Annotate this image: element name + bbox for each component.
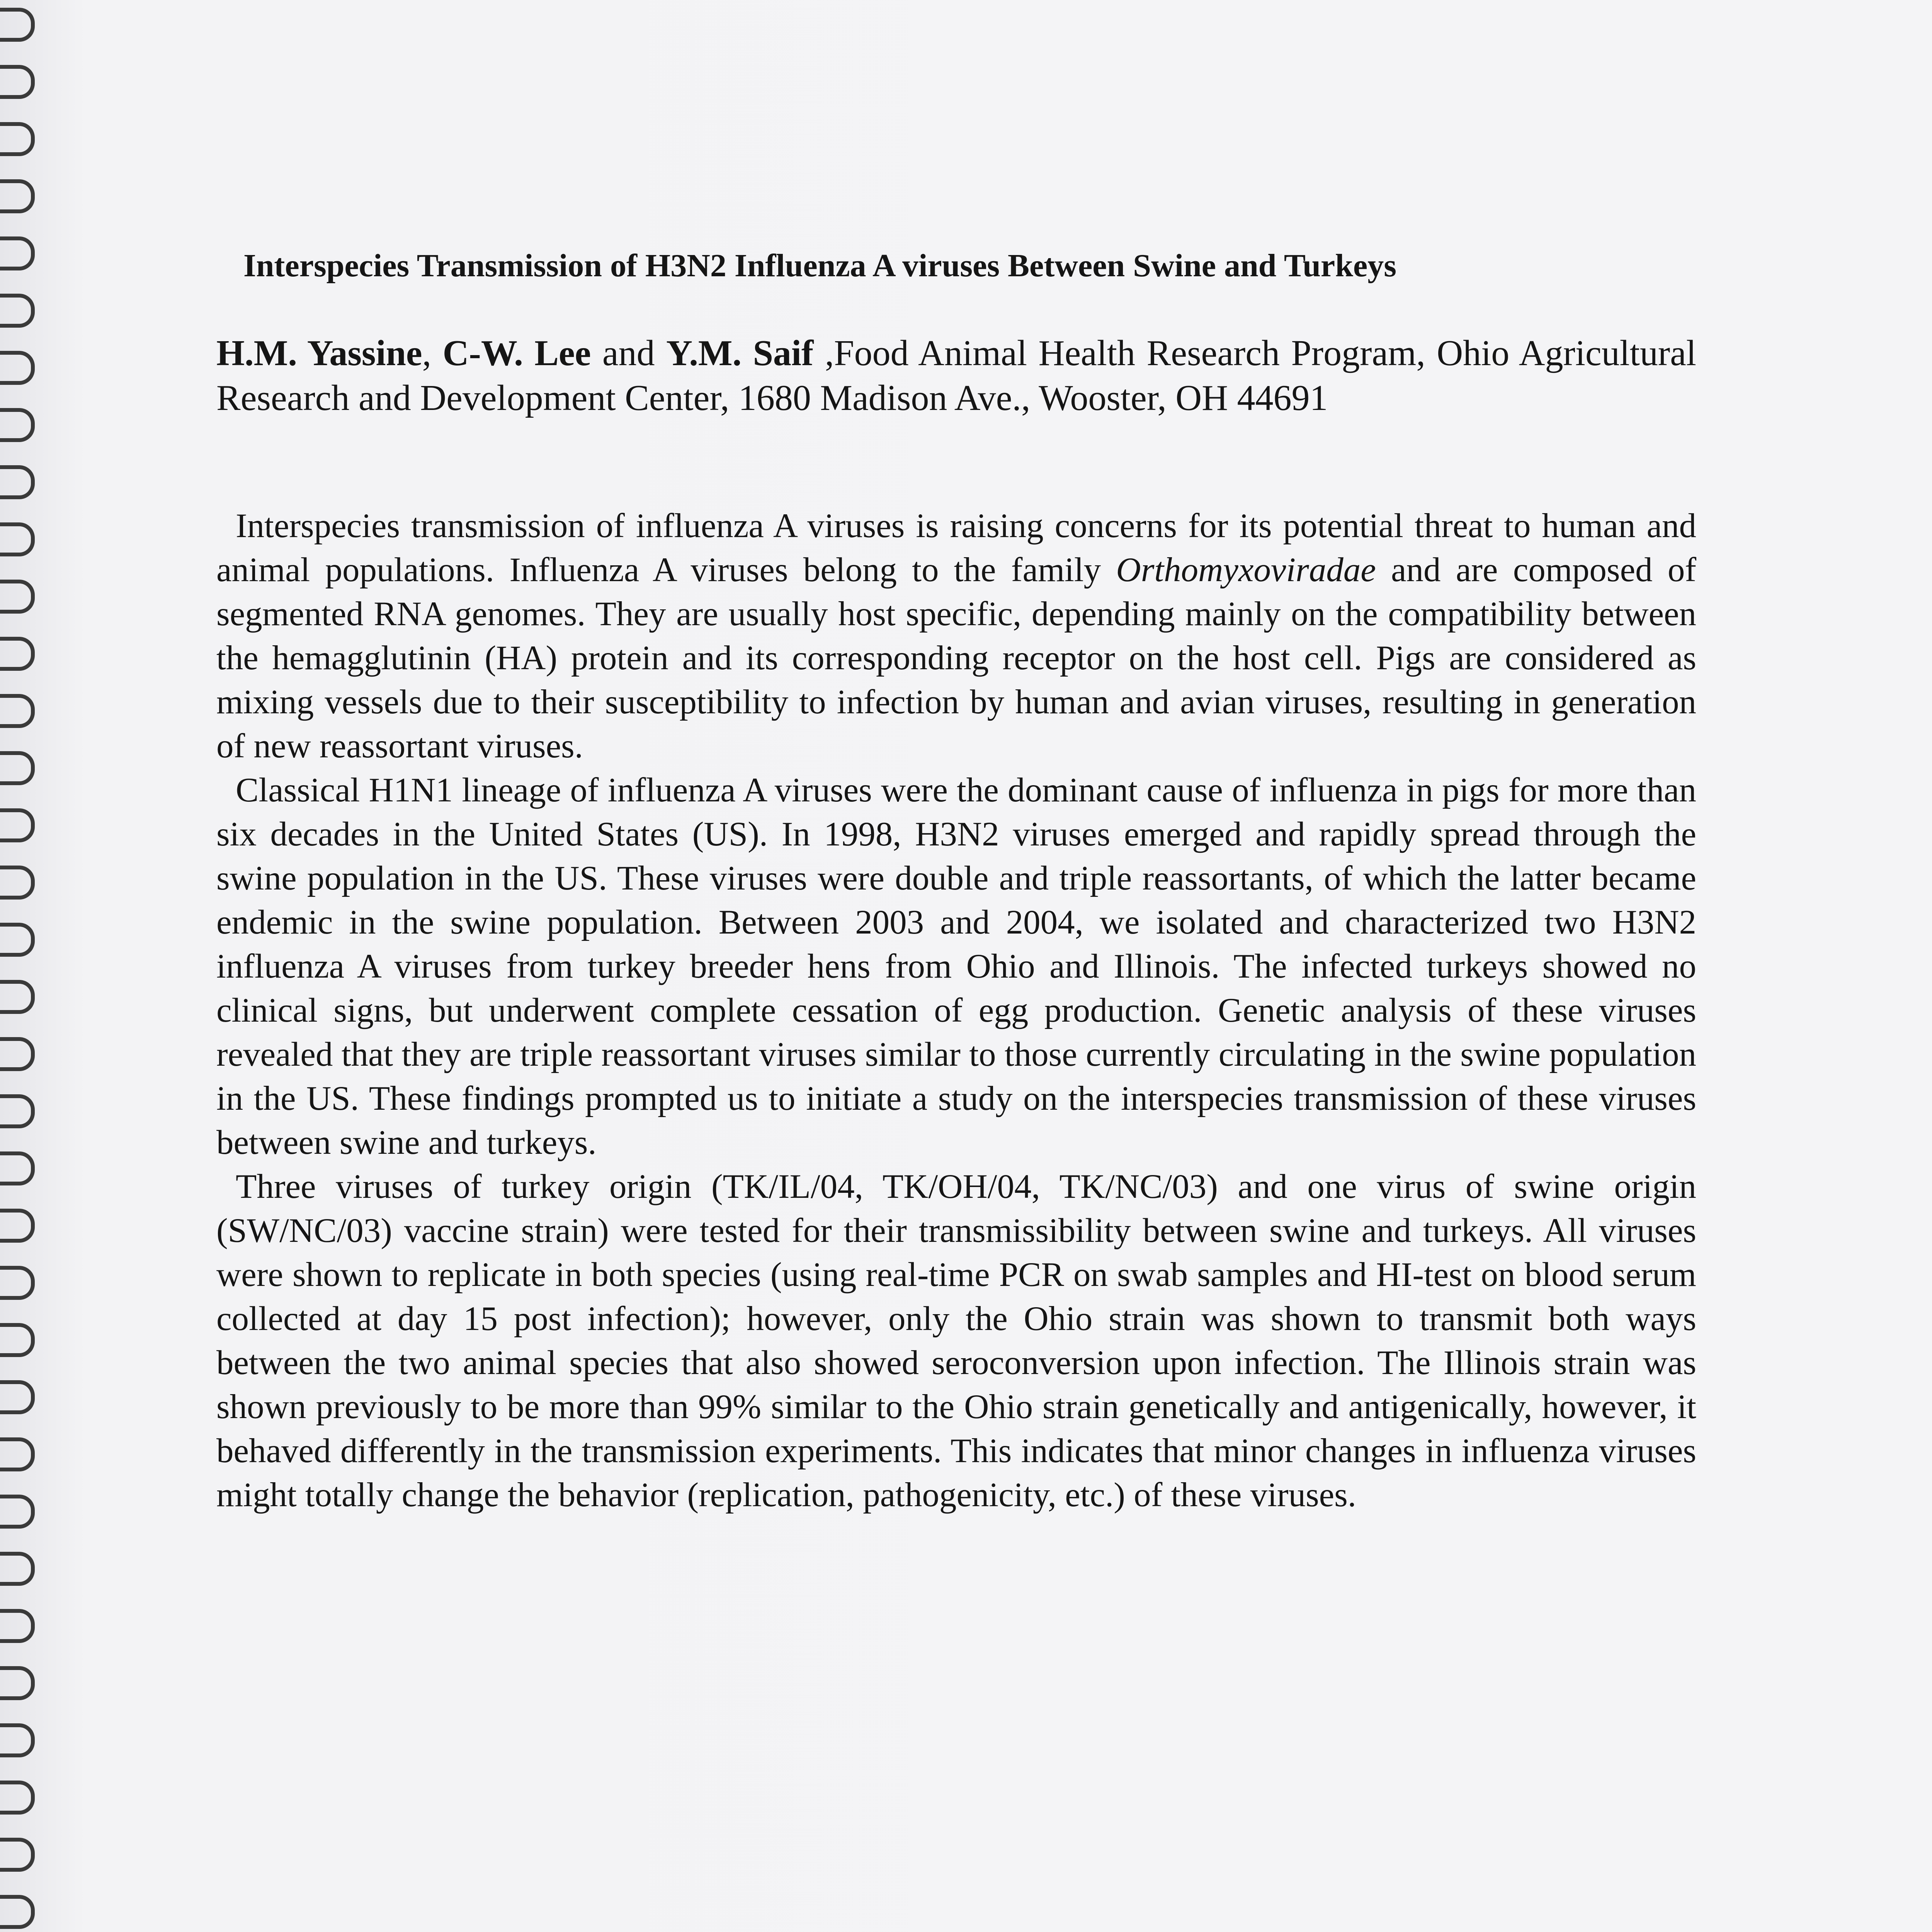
binding-ring [0,1666,35,1700]
paragraph-2: Classical H1N1 lineage of influenza A viruses were the dominant cause of influenza in pigs for more than six decades in the United States (US). In 1998, H3N2 viruses emerged and rapidly spread through the swine population in the US. These viruses were double and triple reassortants, of which the latter became endemic in the swine population. Between 2003 and 2004, we isolated and characterized two H3N2 influenza A viruses from turkey breeder hens from Ohio and Illinois. The infected turkeys showed no clinical signs, but underwent complete cessation of egg production. Genetic analysis of these viruses revealed that they are triple reassortant viruses similar to those currently circulating in the swine population in the US. These findings prompted us to initiate a study on the interspecies transmission of these viruses between swine and turkeys. [216,771,1696,1162]
paragraph-1 [216,504,1696,768]
binding-ring [0,808,35,842]
binding-ring [0,1723,35,1757]
binding-ring [0,1380,35,1414]
paper-title: Interspecies Transmission of H3N2 Influenza A viruses Between Swine and Turkeys [243,248,1396,284]
abstract-body [216,504,1696,1517]
binding-ring [0,408,35,442]
binding-ring [0,980,35,1014]
binding-ring [0,65,35,99]
paragraph-text: Interspecies transmission of influenza A viruses is raising concerns for its potential threat to human and animal populations. Influenza A viruses belong to the family [216,507,1696,589]
binding-ring [0,8,35,42]
binding-ring [0,1151,35,1185]
binding-ring [0,1037,35,1071]
binding-ring [0,1266,35,1300]
author-name: Y.M. Saif [666,333,814,373]
author-separator: , [422,333,443,373]
author-block [216,331,1696,420]
binding-ring [0,351,35,385]
binding-ring [0,1609,35,1643]
author-name: H.M. Yassine [216,333,422,373]
binding-ring [0,522,35,556]
spiral-binding [0,0,58,1932]
affiliation: ,Food Animal Health Research Program, Ohio Agricultural Research and Development Center, 1680 Madison Ave., Wooster, OH 44691 [216,333,1696,418]
binding-ring [0,1552,35,1586]
binding-ring [0,1895,35,1929]
binding-ring [0,1781,35,1815]
binding-ring [0,637,35,671]
binding-ring [0,1437,35,1471]
paragraph-3: Three viruses of turkey origin (TK/IL/04, TK/OH/04, TK/NC/03) and one virus of swine origin (SW/NC/03) vaccine strain) were tested for their transmissibility between swine and turkeys. All viruses were shown to replicate in both species (using real-time PCR on swab samples and HI-test on blood serum collected at day 15 post infection); however, only the Ohio strain was shown to transmit both ways between the two animal species that also showed seroconversion upon infection. The Illinois strain was shown previously to be more than 99% similar to the Ohio strain genetically and antigenically, however, it behaved differently in the transmission experiments. This indicates that minor changes in influenza viruses might totally change the behavior (replication, pathogenicity, etc.) of these viruses. [216,1168,1696,1514]
binding-ring [0,923,35,957]
binding-ring [0,1094,35,1128]
binding-ring [0,1495,35,1529]
binding-ring [0,179,35,213]
binding-ring [0,236,35,270]
binding-ring [0,122,35,156]
binding-ring [0,751,35,785]
binding-ring [0,1323,35,1357]
binding-ring [0,580,35,614]
binding-ring [0,465,35,499]
binding-ring [0,1838,35,1872]
binding-ring [0,294,35,328]
paragraph-text: and are composed of segmented RNA genomes. They are usually host specific, depending mainly on the compatibility between the hemagglutinin (HA) protein and its corresponding receptor on the host cell. Pigs are considered as mixing vessels due to their susceptibility to infection by human and avian viruses, resulting in generation of new reassortant viruses. [216,551,1696,765]
binding-ring [0,1209,35,1243]
binding-ring [0,866,35,900]
author-name: C-W. Lee [442,333,591,373]
author-separator: and [591,333,667,373]
binding-ring [0,694,35,728]
virus-family-name: Orthomyxoviradae [1116,551,1376,589]
